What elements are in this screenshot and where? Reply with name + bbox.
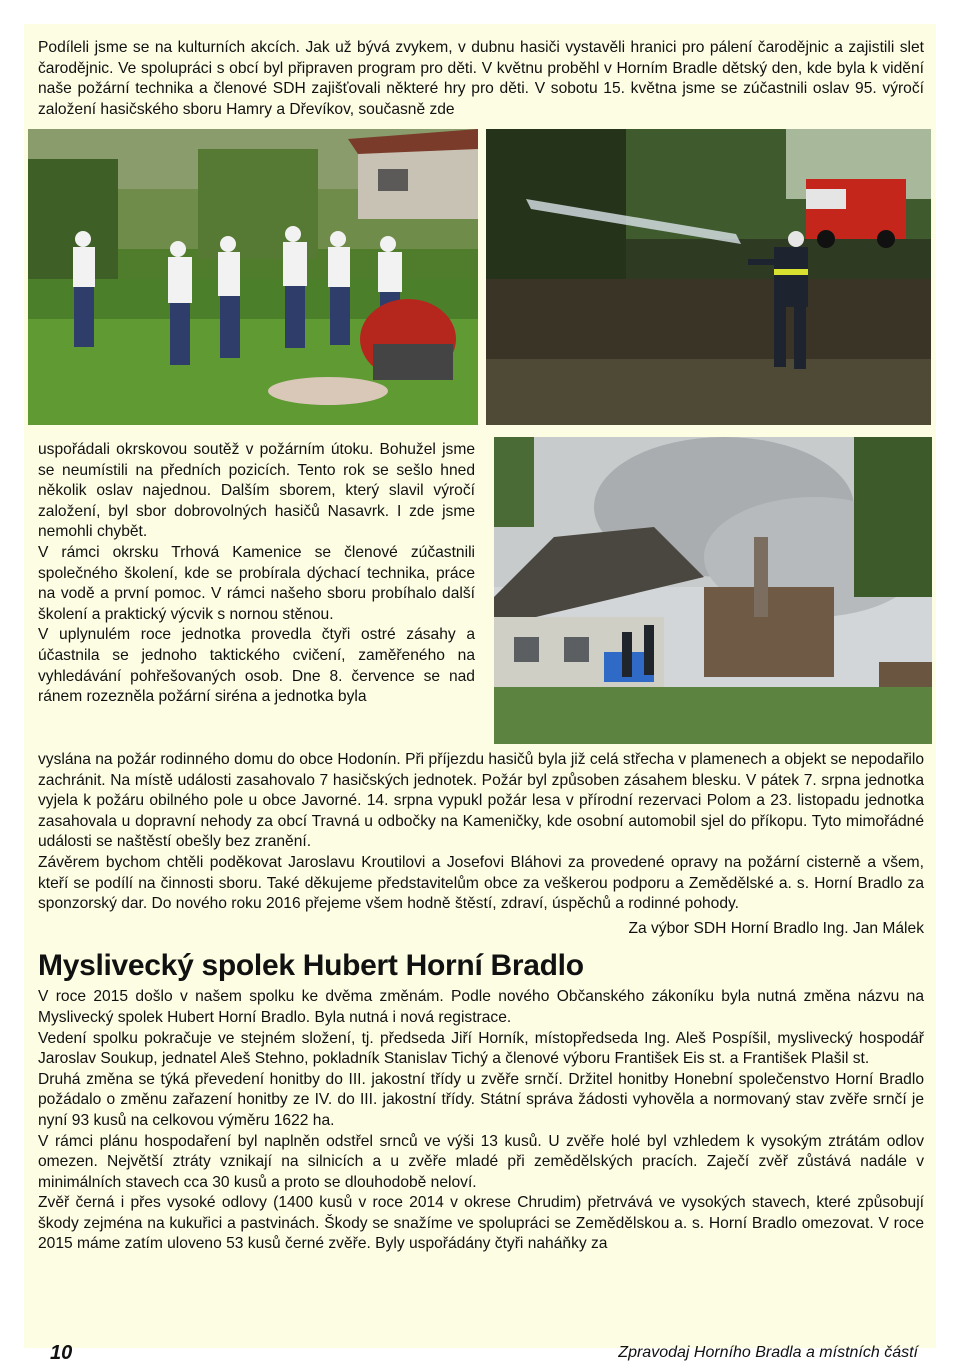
page-footer — [24, 1340, 936, 1370]
article1-left-column — [38, 440, 475, 708]
article2-paragraph-3: Druhá změna se týká převedení honitby do III. jakostní třídy u zvěře srnčí. Držitel honitby Honební společenstvo Horní Bradlo požádalo o změnu zařazení honitby ze IV. do III. jakostní třídy. Státní správa žádosti vyhověla a normovaný stav zvěře srnčí je nyní 93 kusů na celkovou výměru 1622 ha. — [38, 1070, 924, 1129]
article1-continuation: vyslána na požár rodinného domu do obce Hodonín. Při příjezdu hasičů byla již celá střecha v plamenech a objekt se nepodařilo zachránit. Na místě události zasahovalo 7 hasičských jednotek. Požár byl způsoben zásahem blesku. V pátek 7. srpna jednotka vyjela k požáru obilného pole u obce Javorné. 14. srpna vypukl požár lesa v přírodní rezervaci Polom a 23. listopadu jednotka zasahovala u dopravní nehody za obcí Travná u odbočky na Kameničky, kde osobní automobil sjel do příkopu. Tyto mimořádné události se naštěstí obešly bez zranění. — [38, 751, 924, 851]
left-paragraph-3: V uplynulém roce jednotka provedla čtyři ostré zásahy a účastnila se jednoho taktického cvičení, zaměřeného na vyhledávání pohřešovaných osob. Dne 8. července se nad ránem rozezněla požární siréna a jednotka byla — [38, 626, 475, 706]
article1-intro-block — [38, 38, 924, 120]
left-paragraph-2: V rámci okrsku Trhová Kamenice se členové zúčastnili společného školení, kde se probírala dýchací technika, práce na vodě a první pomoc. V rámci našeho sboru probíhalo další školení a praktický výcvik s nornou stěnou. — [38, 543, 475, 623]
article1-closing: Závěrem bychom chtěli poděkovat Jaroslavu Kroutilovi a Josefovi Bláhovi za provedené opravy na požární cisterně a všem, kteří se podílí na činnosti sboru. Také děkujeme představitelům obce za veškerou podporu a Zemědělské a. s. Horní Bradlo za sponzorský dar. Do nového roku 2016 přejeme všem hodně štěstí, zdraví, úspěchů a rodinné pohody. — [38, 853, 924, 913]
article2-paragraph-2: Vedení spolku pokračuje ve stejném složení, tj. předseda Jiří Horník, místopředseda Ing. Aleš Pospíšil, myslivecký hospodář Jaroslav Soukup, jednatel Aleš Stehno, pokladník Stanislav Tichý a členové výboru František Eis st. a František Plašil st. — [38, 1029, 924, 1068]
article-body-continued — [38, 750, 924, 1255]
page-number: 10 — [50, 1342, 73, 1364]
article1-intro: Podíleli jsme se na kulturních akcích. Jak už bývá zvykem, v dubnu hasiči vystavěli hranici pro pálení čarodějnic a zajistili slet čarodějnic. Ve spolupráci s obcí byl připraven program pro děti. V květnu proběhl v Horním Bradle dětský den, kde byla k vidění naše požární technika a členové SDH zajišťovali některé hry pro děti. V sobotu 15. května jsme se zúčastnili oslav 95. výročí založení hasičského sboru Hamry a Dřevíkov, současně zde — [38, 39, 924, 118]
article2-paragraph-5: Zvěř černá i přes vysoké odlovy (1400 kusů v roce 2014 v okrese Chrudim) přetrvává ve vysokých stavech, které způsobují škody zejména na kukuřici a pastvinách. Škody se snažíme ve spolupráci se Zemědělskou a. s. Horní Bradlo omezovat. V roce 2015 máme zatím uloveno 53 kusů černé zvěře. Byly uspořádány čtyři naháňky za — [38, 1194, 924, 1253]
photo-fire-sport-competition — [28, 129, 478, 425]
article2-paragraph-1: V roce 2015 došlo v našem spolku ke dvěma změnám. Podle nového Občanského zákoníku byla nutná změna názvu na Myslivecký spolek Hubert Horní Bradlo. Byla nutná i nová registrace. — [38, 988, 924, 1026]
photo-forest-fire-extinguishing — [486, 129, 931, 425]
article2-paragraph-4: V rámci plánu hospodaření byl naplněn odstřel srnců ve výši 13 kusů. U zvěře holé byl vzhledem k vysokým ztrátám odlov omezen. Největší ztráty vznikají na silnicích a u zvěře mladé při zemědělských pracích. Zaječí zvěř zůstává nadále v minimálních stavech cca 30 kusů a proto se dlouhodobě neloví. — [38, 1132, 924, 1191]
article2-heading: Myslivecký spolek Hubert Horní Bradlo — [38, 949, 584, 983]
left-paragraph-1: uspořádali okrskovou soutěž v požárním útoku. Bohužel jsme se neumístili na předních pozicích. Tento rok se sešlo hned několik oslav najednou. Dalším sborem, který slavil výročí založení, byl sbor dobrovolných hasičů Nasavrk. I zde jsme nemohli chybět. — [38, 441, 475, 541]
photo-burned-house-hodonin — [494, 437, 932, 744]
page — [24, 24, 936, 1364]
article1-signature: Za výbor SDH Horní Bradlo Ing. Jan Málek — [628, 919, 924, 937]
publication-title: Zpravodaj Horního Bradla a místních částí — [618, 1344, 918, 1361]
